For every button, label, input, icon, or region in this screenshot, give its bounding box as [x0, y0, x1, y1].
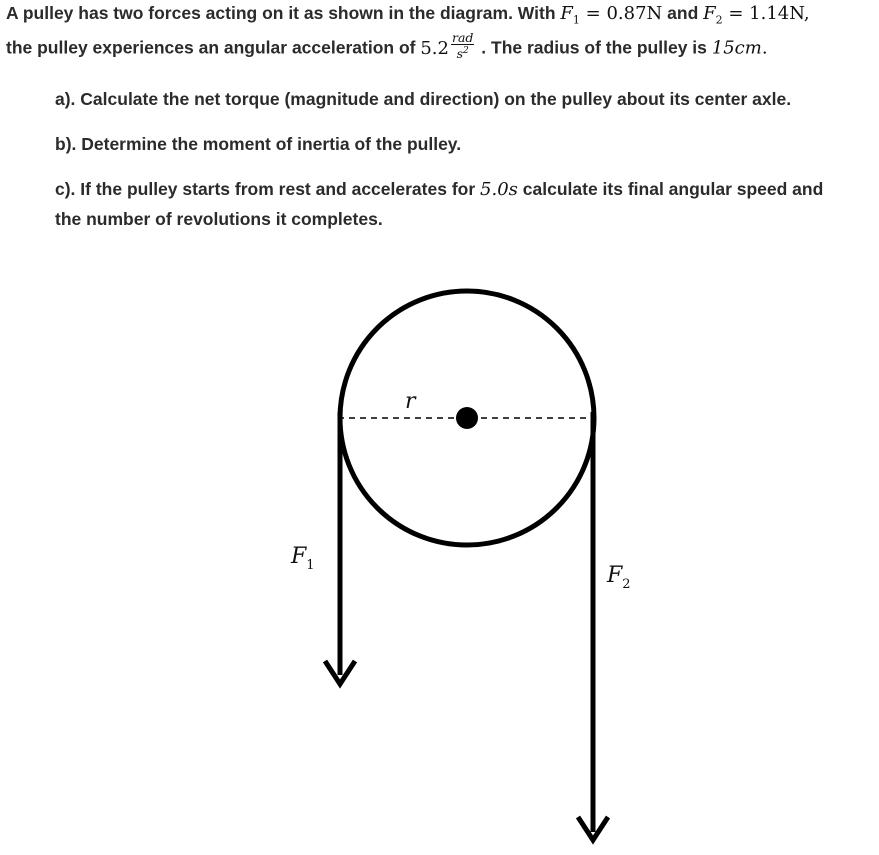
f2-equation: $F_2 = 1.14N$,: [703, 3, 810, 27]
radius-value: 15cm.: [711, 37, 768, 59]
f1-equation: $F_1 = 0.87N$: [560, 3, 663, 27]
problem-intro: A pulley has two forces acting on it as shown in the diagram. With: [6, 3, 556, 23]
acceleration-value: 5.2 $\frac{\text{rad}}{s^2}$: [420, 30, 474, 62]
question-c-line-2: the number of revolutions it completes.: [55, 209, 383, 229]
question-b: b). Determine the moment of inertia of the pulley.: [55, 134, 462, 154]
f1-label: $F_1$: [291, 544, 315, 573]
f2-label: $F_2$: [607, 563, 631, 592]
question-c-time: 5.0s: [480, 179, 518, 200]
question-c-start: c). If the pulley starts from rest and accelerates for: [55, 179, 476, 199]
acceleration-intro: the pulley experiences an angular acceleration of: [6, 37, 416, 58]
radius-intro: . The radius of the pulley is: [481, 37, 707, 58]
question-a: a). Calculate the net torque (magnitude and direction) on the pulley about its center axle.: [55, 89, 792, 109]
question-c-end: calculate its final angular speed and: [522, 179, 824, 199]
radius-label: r: [405, 389, 416, 414]
and-text: and: [667, 3, 699, 23]
